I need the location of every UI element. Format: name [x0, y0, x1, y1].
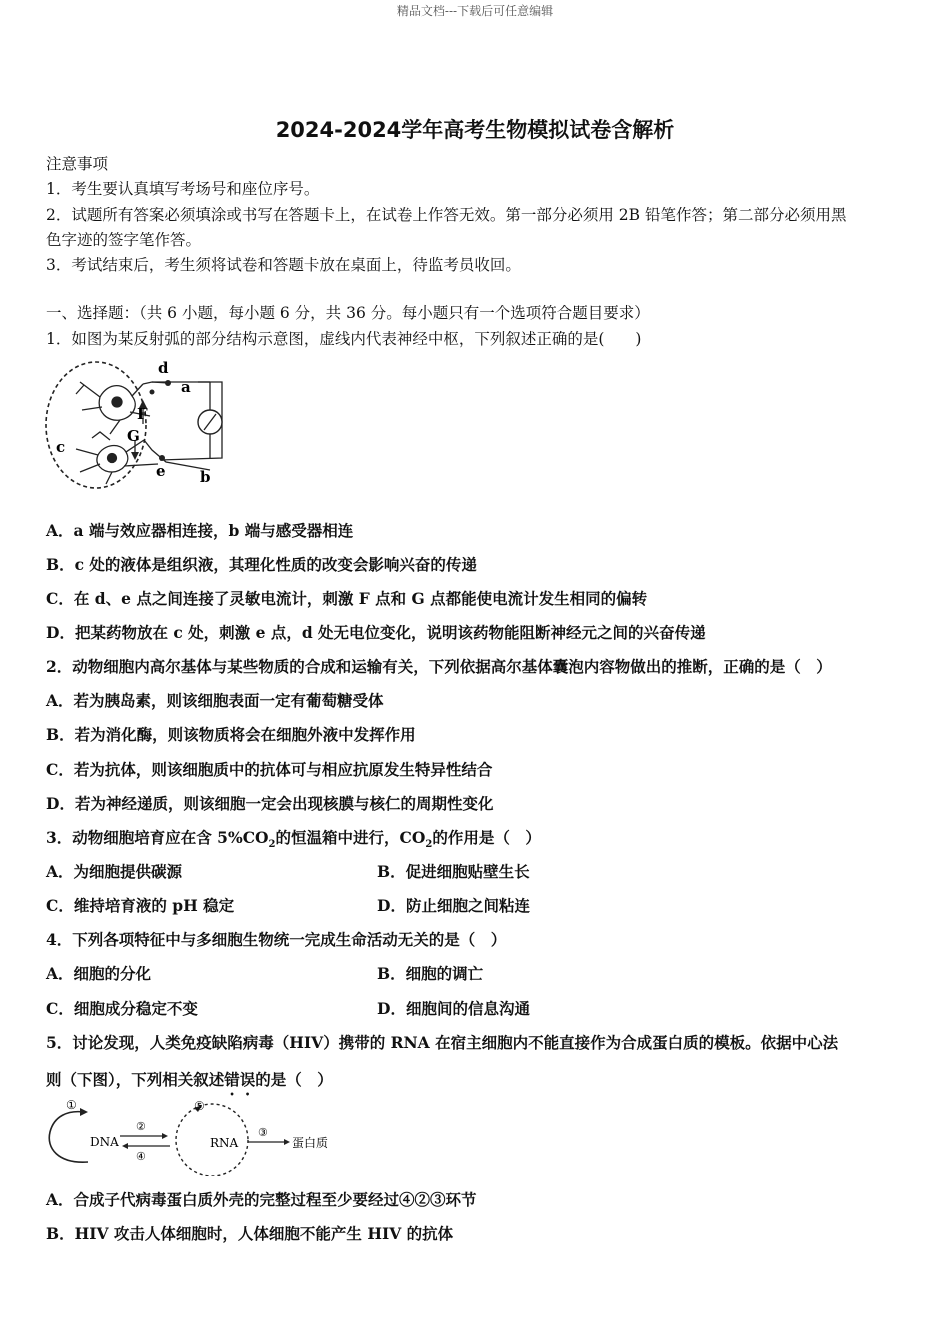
lower-neuron [76, 432, 158, 484]
protein-label: 蛋白质 [292, 1136, 329, 1150]
q1-option-b: B．c 处的液体是组织液，其理化性质的改变会影响兴奋的传递 [46, 555, 477, 574]
step-1-label: ① [66, 1098, 77, 1112]
q5-stem-line-1: 5．讨论发现，人类免疫缺陷病毒（HIV）携带的 RNA 在宿主细胞内不能直接作为合成蛋白质的模板。依据中心法 [46, 1033, 839, 1052]
section-heading: 一、选择题：（共 6 小题，每小题 6 分，共 36 分。每小题只有一个选项符合题目要求） [46, 304, 650, 322]
rna-label: RNA [210, 1136, 239, 1150]
reflex-arc-figure [40, 352, 240, 497]
q3-stem-part-c: 的作用是（ ） [432, 828, 541, 847]
step-4-label: ④ [136, 1150, 146, 1163]
label-c: c [56, 438, 66, 456]
q3-option-b: B．促进细胞贴壁生长 [377, 862, 530, 881]
label-F: F [137, 405, 148, 423]
label-a: a [181, 378, 191, 396]
page-header: 精品文档---下载后可任意编辑 [396, 4, 554, 18]
q3-stem-sub-2: 2 [425, 839, 433, 851]
label-G: G [127, 427, 140, 445]
q3-stem-sub-1: 2 [268, 839, 276, 851]
label-b: b [200, 468, 211, 486]
q2-option-d: D．若为神经递质，则该细胞一定会出现核膜与核仁的周期性变化 [46, 794, 494, 813]
q5-option-a: A．合成子代病毒蛋白质外壳的完整过程至少要经过④②③环节 [46, 1190, 477, 1209]
q2-option-c: C．若为抗体，则该细胞质中的抗体可与相应抗原发生特异性结合 [46, 760, 493, 779]
q5-stem-line-2 [46, 1068, 333, 1099]
q3-stem-part-b: 的恒温箱中进行，CO [275, 828, 426, 847]
notice-item-1: 1．考生要认真填写考场号和座位序号。 [46, 180, 320, 198]
q1-option-a: A．a 端与效应器相连接，b 端与感受器相连 [46, 521, 354, 540]
q1-option-d: D．把某药物放在 c 处，刺激 e 点，d 处无电位变化，说明该药物能阻断神经元之间的兴奋传递 [46, 623, 706, 642]
step-2-label: ② [136, 1120, 146, 1133]
step-3-label: ③ [258, 1126, 268, 1139]
q4-option-b: B．细胞的调亡 [377, 964, 484, 983]
q2-option-b: B．若为消化酶，则该物质将会在细胞外液中发挥作用 [46, 725, 416, 744]
q3-option-d: D．防止细胞之间粘连 [377, 896, 530, 915]
q4-option-c: C．细胞成分稳定不变 [46, 999, 198, 1018]
notice-item-2: 2．试题所有答案必须填涂或书写在答题卡上，在试卷上作答无效。第一部分必须用 2B 铅笔作答；第二部分必须用黑 [46, 206, 847, 224]
q5-stem-emphasis: 错误 [224, 1070, 256, 1089]
q5-stem-part-a: 则（下图），下列相关叙述 [46, 1070, 225, 1089]
label-e: e [156, 462, 166, 480]
notice-item-3: 3．考试结束后，考生须将试卷和答题卡放在桌面上，待监考员收回。 [46, 256, 521, 274]
q3-stem [46, 826, 541, 850]
q2-stem: 2．动物细胞内高尔基体与某些物质的合成和运输有关，下列依据高尔基体囊泡内容物做出的推断，正确的是（ ） [46, 657, 832, 676]
q1-option-c: C．在 d、e 点之间连接了灵敏电流计，刺激 F 点和 G 点都能使电流计发生相同的偏转 [46, 589, 648, 608]
q2-option-a: A．若为胰岛素，则该细胞表面一定有葡萄糖受体 [46, 691, 384, 710]
label-d: d [158, 359, 169, 377]
q1-stem: 1．如图为某反射弧的部分结构示意图，虚线内代表神经中枢，下列叙述正确的是( ) [46, 330, 642, 348]
upper-neuron [76, 382, 168, 434]
q4-stem: 4．下列各项特征中与多细胞生物统一完成生命活动无关的是（ ） [46, 930, 507, 949]
central-dogma-figure [44, 1098, 344, 1176]
notice-heading: 注意事项 [46, 155, 109, 173]
q3-option-c: C．维持培育液的 pH 稳定 [46, 896, 235, 915]
q3-option-a: A．为细胞提供碳源 [46, 862, 183, 881]
notice-item-2-cont: 色字迹的签字笔作答。 [46, 231, 202, 249]
dna-label: DNA [90, 1135, 119, 1149]
step-5-label: ⑤ [194, 1099, 205, 1113]
q4-option-d: D．细胞间的信息沟通 [377, 999, 530, 1018]
q5-option-b: B．HIV 攻击人体细胞时，人体细胞不能产生 HIV 的抗体 [46, 1224, 454, 1243]
q3-stem-part-a: 3．动物细胞培育应在含 5%CO [46, 828, 269, 847]
page-title: 2024-2024学年高考生物模拟试卷含解析 [275, 118, 675, 142]
q5-stem-part-b: 的是（ ） [255, 1070, 333, 1089]
q4-option-a: A．细胞的分化 [46, 964, 152, 983]
